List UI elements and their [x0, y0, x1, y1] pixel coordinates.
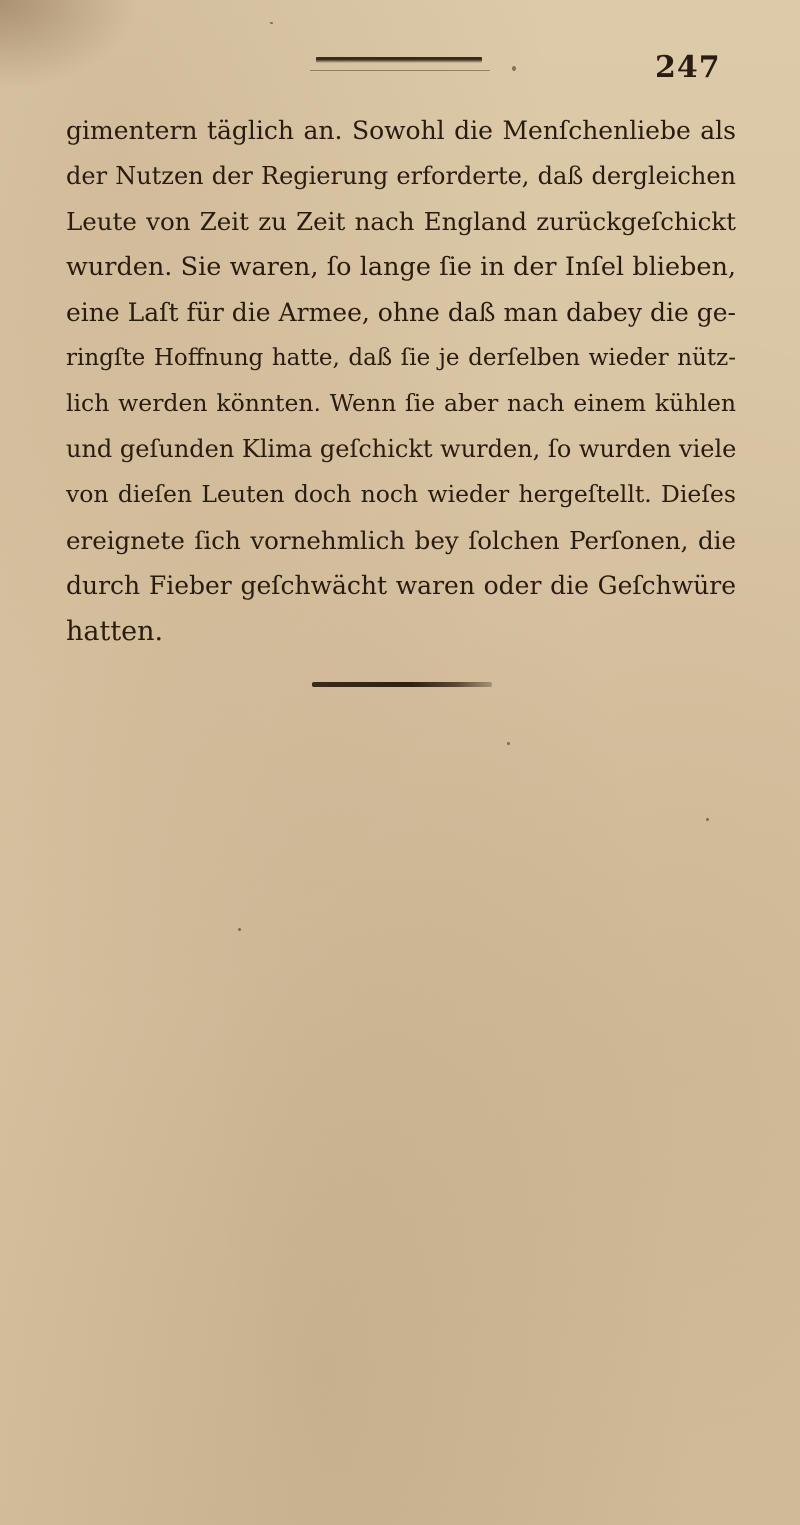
corner-stain — [0, 0, 140, 90]
text-line: gimentern täglich an. Sowohl die Menſchenliebe als — [66, 116, 736, 145]
text-line: eine Laſt für die Armee, ohne daß man dabey die ge- — [66, 298, 736, 327]
text-line: hatten. — [66, 615, 164, 647]
text-line: durch Fieber geſchwächt waren oder die Geſchwüre — [66, 571, 736, 600]
text-line: ereignete ſich vornehmlich bey ſolchen Perſonen, die — [66, 525, 736, 555]
text-line: lich werden könnten. Wenn ſie aber nach einem kühlen — [66, 389, 736, 417]
header-rule-thin — [310, 70, 490, 71]
end-ornament-rule — [312, 682, 492, 687]
text-line: der Nutzen der Regierung erforderte, daß dergleichen — [66, 161, 736, 190]
paper-speck — [706, 818, 709, 821]
paper-speck — [512, 66, 516, 71]
header-rule — [316, 57, 482, 63]
body-text — [66, 108, 736, 654]
text-line: Leute von Zeit zu Zeit nach England zurückgeſchickt — [66, 207, 736, 236]
text-line: und geſunden Klima geſchickt wurden, ſo wurden viele — [66, 434, 737, 463]
text-line: wurden. Sie waren, ſo lange ſie in der Inſel blieben, — [66, 251, 736, 282]
paper-speck — [238, 928, 241, 931]
paper-speck — [270, 22, 273, 24]
text-line: ringſte Hoffnung hatte, daß ſie je derſelben wieder nütz- — [66, 344, 736, 371]
page-number: 247 — [655, 50, 721, 85]
paper-speck — [507, 742, 510, 745]
text-line: von dieſen Leuten doch noch wieder hergeſtellt. Dieſes — [66, 480, 736, 508]
